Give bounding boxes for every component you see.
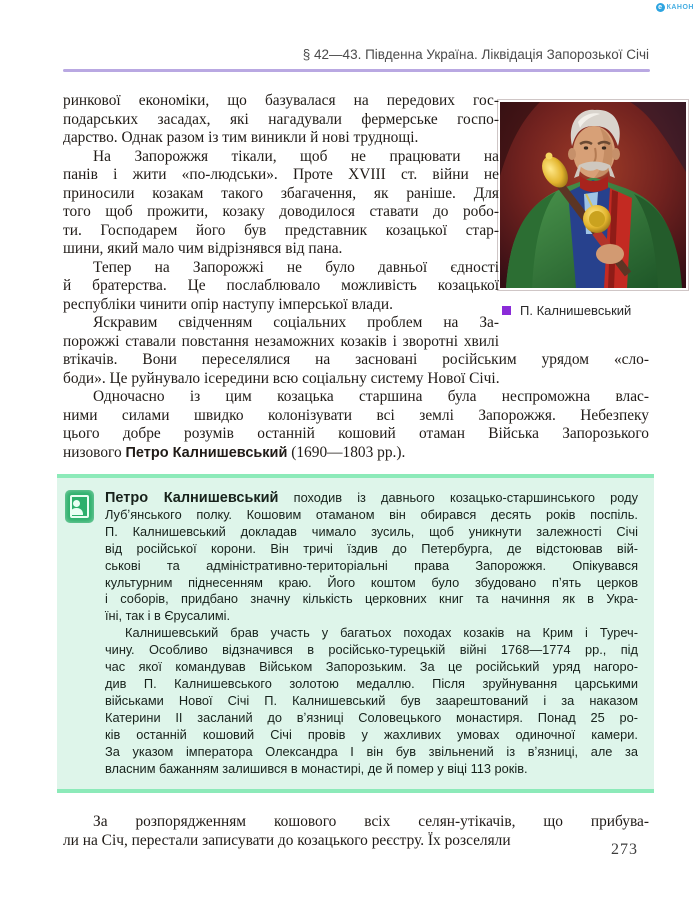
text-line: республіки чинити опір наступу імперської влади. [63,295,393,313]
biography-infobox [57,474,654,793]
main-text-column [63,92,649,850]
closing-paragraph [63,813,649,850]
text-line: й братерства. Це послаблювало можливість козацької [63,277,499,294]
biography-icon-head [73,500,80,507]
text-line: і соборів, придбано значну кількість церковних книг та начиння як в Укра- [105,591,638,607]
publisher-logo-icon: e [656,3,665,12]
text-line: ними силами швидко колонізувати всі землі Запорожжя. Небезпеку [63,406,649,424]
body-paragraph [63,388,649,462]
text-line: їні, так і в Єрусалимі. [105,608,231,624]
text-line: приносили козакам такого збагачення, як раніше. Для [63,184,499,202]
text-line: шини, який мало чим відрізнявся від пана. [63,240,343,257]
infobox-paragraph [105,625,638,777]
text-line: час якої командував Військом Запорозьким. За це російський уряд нагоро- [105,659,638,675]
text-line: За розпорядженням кошового всіх селян-утікачів, що прибува- [93,813,649,831]
section-title: § 42—43. Південна Україна. Ліквідація Запорозької Січі [302,47,649,62]
text-line: військами Нової Січі П. Калнишевський був заарештований і за наказом [105,692,638,708]
text-line: втікачів. Вони переселялися на засновані російським урядом «сло- [63,351,649,368]
text-line: На Запорожжя тікали, щоб не працювати на [93,147,499,165]
text-line: див П. Калнишевського золотою медаллю. Після зруйнування царськими [105,675,638,691]
text-line: За указом імператора Олександра I він був звільнений із вʼязниці, але за [105,743,638,759]
caption-text: П. Калнишевський [520,303,632,318]
text-line: ли на Січ, перестали записувати до козацького реєстру. Їх розселяли [63,831,511,849]
text-line: культурним піднесенням краю. Його коштом було збудовано пʼять церков [105,574,638,590]
infobox-paragraph [105,490,638,625]
text-line: дарство. Однак разом із тим виникли й нові труднощі. [63,129,419,146]
text-line: ськові та адміністративно-територіальні права Запорожжя. Опікувався [105,557,638,573]
text-line: ти. Господарем його був представник козацької стар- [63,221,499,239]
watermark-text: КАНОН [666,4,694,11]
text-line: П. Калнишевський докладав чимало зусиль, щоб уникнути залежності Січі [105,523,638,539]
text-line: панів і жити «по-людськи». Проте XVIII ст. війни не [63,166,499,183]
text-line: Калнишевський брав участь у багатьох походах козаків на Крим і Туреч- [125,625,638,641]
text-line: Лубʼянського полку. Кошовим отаманом він обирався десять років поспіль. [105,506,638,522]
biography-icon [65,490,94,523]
text-line: ринкової економіки, що базувалася на передових гос- [63,92,499,109]
text-line: низового Петро Калнишевський (1690—1803 рр.). [63,443,406,461]
text-line: того щоб прожити, козаку доводилося ставати до робо- [63,203,499,220]
text-line: ків останній кошовий Січі провів у жахливих умовах одиночної камери. [105,726,638,742]
page-number: 273 [611,841,638,858]
text-line: власним бажанням залишився в монастирі, де й помер у віці 113 років. [105,760,528,776]
text-line: чину. Особливо відзначився в російсько-турецькій війні 1768—1774 рр., під [105,642,638,658]
text-line: Тепер на Запорожжі не було давньої єдності [93,258,499,276]
portrait-wrap-spacer [499,92,649,344]
text-line: порожжі ставали повстання незаможних козаків і зворотні хвилі [63,332,499,350]
text-line: подарських засадах, які нагадували фермерське госпо- [63,110,499,128]
text-line: Петро Калнишевський походив із давнього козацько-старшинського роду [105,490,638,506]
text-line: Одночасно із цим козацька старшина була неспроможна влас- [93,388,649,405]
text-line: Катерини II засланий до вʼязниці Соловецького монастиря. Понад 25 ро- [105,709,638,725]
text-line: від російської корони. Він тричі їздив до Петербурга, де відстоював вій- [105,540,638,556]
text-line: Яскравим свідченням соціальних проблем на За- [93,314,499,331]
header-rule [63,69,650,72]
biography-icon-shoulders [70,508,83,515]
watermark [656,3,694,12]
text-line: боди». Це руйнувало ісередини всю соціальну систему Нової Січі. [63,369,500,387]
text-line: цього добре розумів останній кошовий отаман Війська Запорозького [63,425,649,442]
